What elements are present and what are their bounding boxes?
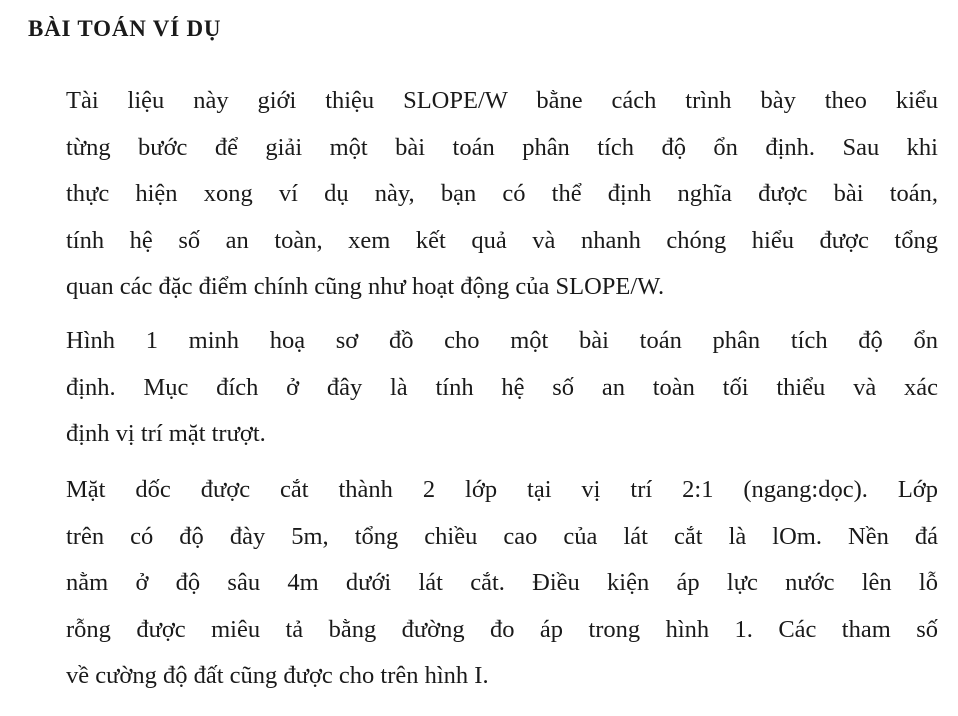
- section-heading: BÀI TOÁN VÍ DỤ: [28, 16, 222, 41]
- paragraph-line: trên có độ đày 5m, tổng chiều cao của lát cắt là lOm. Nền đá: [66, 522, 938, 550]
- paragraph-line: về cường độ đất cũng được cho trên hình I.: [66, 662, 489, 689]
- paragraph-line: rỗng được miêu tả bằng đường đo áp trong hình 1. Các tham số: [66, 615, 938, 643]
- paragraph-line: Mặt dốc được cắt thành 2 lớp tại vị trí 2:1 (ngang:dọc). Lớp: [66, 476, 938, 503]
- paragraph-figure-description: [66, 318, 938, 458]
- paragraph-line: từng bước để giải một bài toán phân tích độ ổn định. Sau khi: [66, 133, 938, 161]
- paragraph-line: nằm ở độ sâu 4m dưới lát cắt. Điều kiện áp lực nước lên lỗ: [66, 569, 938, 596]
- paragraph-line: tính hệ số an toàn, xem kết quả và nhanh chóng hiểu được tổng: [66, 226, 938, 254]
- paragraph-line: thực hiện xong ví dụ này, bạn có thể định nghĩa được bài toán,: [66, 180, 938, 207]
- paragraph-line: Tài liệu này giới thiệu SLOPE/W bằne cách trình bày theo kiểu: [66, 87, 938, 114]
- paragraph-slope-geometry: [66, 467, 938, 700]
- paragraph-line: Hình 1 minh hoạ sơ đồ cho một bài toán phân tích độ ổn: [66, 327, 938, 354]
- paragraph-line: quan các đặc điểm chính cũng như hoạt động của SLOPE/W.: [66, 273, 665, 300]
- paragraph-line: định. Mục đích ở đây là tính hệ số an toàn tối thiểu và xác: [66, 373, 938, 401]
- paragraph-line: định vị trí mặt trượt.: [66, 420, 266, 447]
- paragraph-introduction: [66, 78, 938, 311]
